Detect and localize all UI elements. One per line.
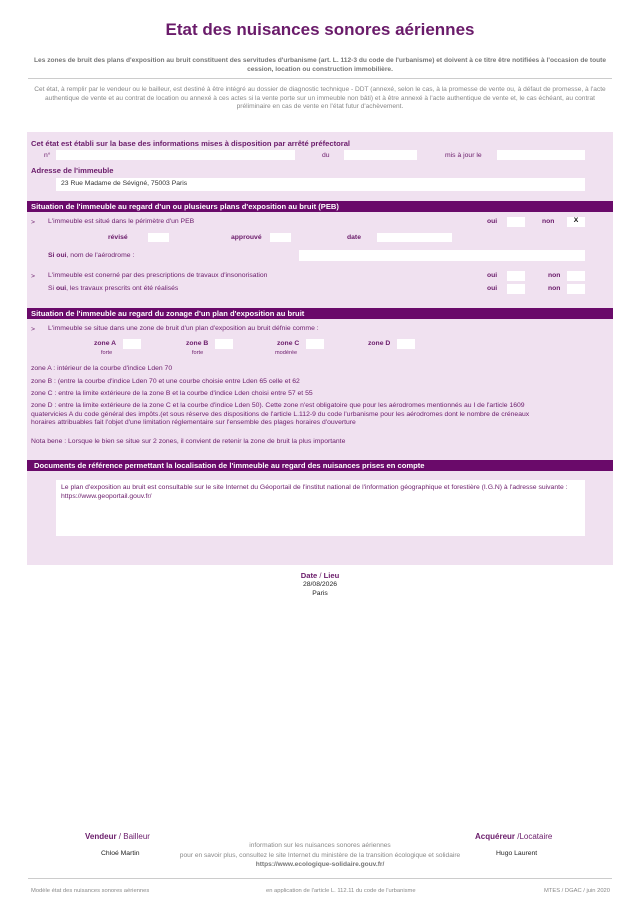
zone-a-checkbox[interactable]	[123, 339, 141, 349]
divider	[28, 78, 612, 79]
date-label: Date	[300, 571, 318, 580]
lieu-label: Lieu	[323, 571, 340, 580]
peb-date-label: date	[347, 234, 361, 241]
address-field[interactable]	[56, 178, 585, 191]
insonorisation-non-checkbox[interactable]	[567, 271, 585, 281]
documents-box	[56, 480, 585, 536]
zone-b-checkbox[interactable]	[215, 339, 233, 349]
bailleur-label: / Bailleur	[116, 832, 150, 841]
peb-oui-label: oui	[487, 218, 498, 225]
aerodrome-label	[48, 252, 134, 259]
documents-section-title: Documents de référence permettant la localisation de l'immeuble au regard des nuisances prises en compte	[34, 461, 425, 470]
insonorisation-non-label: non	[548, 272, 561, 279]
travaux-oui-bold: oui	[55, 285, 67, 292]
zone-a-label: zone A	[94, 340, 117, 347]
zone-d-checkbox[interactable]	[397, 339, 415, 349]
intro-instructions: Cet état, à remplir par le vendeur ou le bailleur, est destiné à être intégré au dossier de diagnostic technique - DDT (annexé, selon le cas, à la promesse de vente ou, à défaut de promesse, à l'acte authentique de vente et au contrat de location ou annexé à ces actes si la vente porte sur un immeuble non bâti) et à être annexé à l'acte authentique de vente et, le cas échéant, au contrat préliminaire en cas de vente en l'état futur d'achèvement.	[34, 86, 606, 111]
travaux-oui-label: oui	[487, 285, 498, 292]
arrete-number-field[interactable]	[56, 150, 295, 160]
travaux-non-checkbox[interactable]	[567, 284, 585, 294]
page-title: Etat des nuisances sonores aériennes	[165, 20, 475, 39]
date-lieu-heading	[0, 571, 640, 580]
acquereur-name: Hugo Laurent	[496, 850, 538, 857]
peb-date-field[interactable]	[377, 233, 452, 242]
peb-question: L'immeuble est situé dans le périmètre d'un PEB	[48, 218, 195, 225]
si-oui-bold: Si oui	[48, 252, 67, 259]
insonorisation-question: L'immeuble est conerné par des prescriptions de travaux d'insonorisation	[48, 272, 268, 279]
revise-checkbox[interactable]	[148, 233, 169, 242]
travaux-pre: Si	[48, 285, 56, 292]
zone-b-level: forte	[192, 350, 204, 356]
address-value: 23 Rue Madame de Sévigné, 75003 Paris	[61, 180, 188, 187]
footer-left: Modèle état des nuisances sonores aériennes	[31, 888, 150, 894]
locataire-label: /Locataire	[515, 832, 553, 841]
arrow-icon: >	[31, 219, 35, 226]
insonorisation-oui-label: oui	[487, 272, 498, 279]
update-date-label: mis à jour le	[445, 152, 482, 159]
ministry-link[interactable]: https://www.ecologique-solidaire.gouv.fr/	[255, 861, 385, 868]
zone-b-label: zone B	[186, 340, 209, 347]
documents-text: Le plan d'exposition au bruit est consultable sur le site Internet du Géoportail de l'institut national de l'information géographique et forestière (I.G.N) à l'adresse suivante : https://www.geoportail.gouv.fr/	[61, 484, 568, 500]
peb-section-title: Situation de l'immeuble au regard d'un ou plusieurs plans d'exposition au bruit (PEB)	[31, 202, 339, 211]
date-lieu-separator: /	[317, 571, 324, 580]
aerodrome-field[interactable]	[299, 250, 585, 261]
update-date-field[interactable]	[497, 150, 585, 160]
arrete-date-field[interactable]	[344, 150, 417, 160]
zonage-section-header	[27, 308, 613, 319]
vendeur-heading	[85, 832, 150, 841]
revise-label: révisé	[108, 234, 128, 241]
arrete-date-label: du	[322, 152, 330, 159]
arrow-icon: >	[31, 326, 35, 333]
zone-c-level: modérée	[275, 350, 298, 356]
arrow-icon: >	[31, 273, 35, 280]
travaux-post: , les travaux prescrits ont été réalisés	[66, 285, 179, 292]
zone-d-definition: zone D : entre la limite extérieure de la zone C et la courbe d'indice Lden 50). Cette zone n'est obligatoire que pour les aérodromes mentionnés au I de l'article 1609 quatervicies A du code général des impôts.(et sous réserve des dispositions de l'article L.112-9 du code l'urbanisme pour les aérodromes dont le nombre de créneaux horaires attribuables fait l'objet d'une limitation réglementaire sur l'ensemble des plages horaires d'ouverture	[31, 402, 530, 427]
zone-c-checkbox[interactable]	[306, 339, 324, 349]
prefectoral-heading: Cet état est établi sur la base des informations mises à disposition par arrêté préfectoral	[31, 139, 351, 148]
acquereur-heading	[475, 832, 552, 841]
lieu-value: Paris	[312, 590, 328, 597]
peb-section-header	[27, 201, 613, 212]
approuve-checkbox[interactable]	[270, 233, 291, 242]
aerodrome-label-text: , nom de l'aérodrome :	[66, 252, 135, 259]
footer-center: en application de l'article L. 112.11 du code de l'urbanisme	[266, 888, 416, 894]
nota-bene: Nota bene : Lorsque le bien se situe sur 2 zones, il convient de retenir la zone de bruit la plus importante	[31, 438, 346, 445]
peb-non-label: non	[542, 218, 555, 225]
zonage-section-title: Situation de l'immeuble au regard du zonage d'un plan d'exposition au bruit	[31, 309, 305, 318]
vendeur-label: Vendeur	[85, 832, 117, 841]
info-line-1: information sur les nuisances sonores aériennes	[249, 842, 391, 849]
date-value: 28/08/2026	[302, 581, 338, 588]
zone-b-definition: zone B : (entre la courbe d'indice Lden 70 et une courbe choisie entre Lden 65 celle et 62	[31, 378, 300, 385]
vendeur-name: Chloé Martin	[101, 850, 140, 857]
approuve-label: approuvé	[231, 234, 262, 241]
footer-right: MTES / DGAC / juin 2020	[543, 888, 610, 894]
address-heading: Adresse de l'immeuble	[31, 166, 114, 175]
zone-d-label: zone D	[368, 340, 391, 347]
zonage-question: L'immeuble se situe dans une zone de bruit d'un plan d'exposition au bruit défnie comme :	[48, 325, 319, 332]
zone-c-label: zone C	[277, 340, 300, 347]
peb-non-checkbox[interactable]: X	[567, 217, 585, 227]
zone-a-definition: zone A : intérieur de la courbe d'indice Lden 70	[31, 365, 173, 372]
zone-c-definition: zone C : entre la limite extérieure de la zone B et la courbe d'indice Lden choisi entre 57 et 55	[31, 390, 313, 397]
peb-oui-checkbox[interactable]	[507, 217, 525, 227]
info-line-2: pour en savoir plus, consultez le site Internet du ministère de la transition écologique et solidaire	[179, 852, 461, 859]
acquereur-label: Acquéreur	[475, 832, 516, 841]
travaux-non-label: non	[548, 285, 561, 292]
travaux-question	[48, 285, 178, 292]
documents-section-header	[27, 460, 613, 471]
footer-divider	[28, 878, 612, 879]
insonorisation-oui-checkbox[interactable]	[507, 271, 525, 281]
travaux-oui-checkbox[interactable]	[507, 284, 525, 294]
zone-a-level: forte	[101, 350, 113, 356]
arrete-number-label: n°	[44, 152, 51, 159]
intro-legal-notice: Les zones de bruit des plans d'exposition au bruit constituent des servitudes d'urbanisme (art. L. 112-3 du code de l'urbanisme) et doivent à ce titre être notifiées à l'occasion de toute cession, location ou construction immobilière.	[34, 57, 606, 73]
